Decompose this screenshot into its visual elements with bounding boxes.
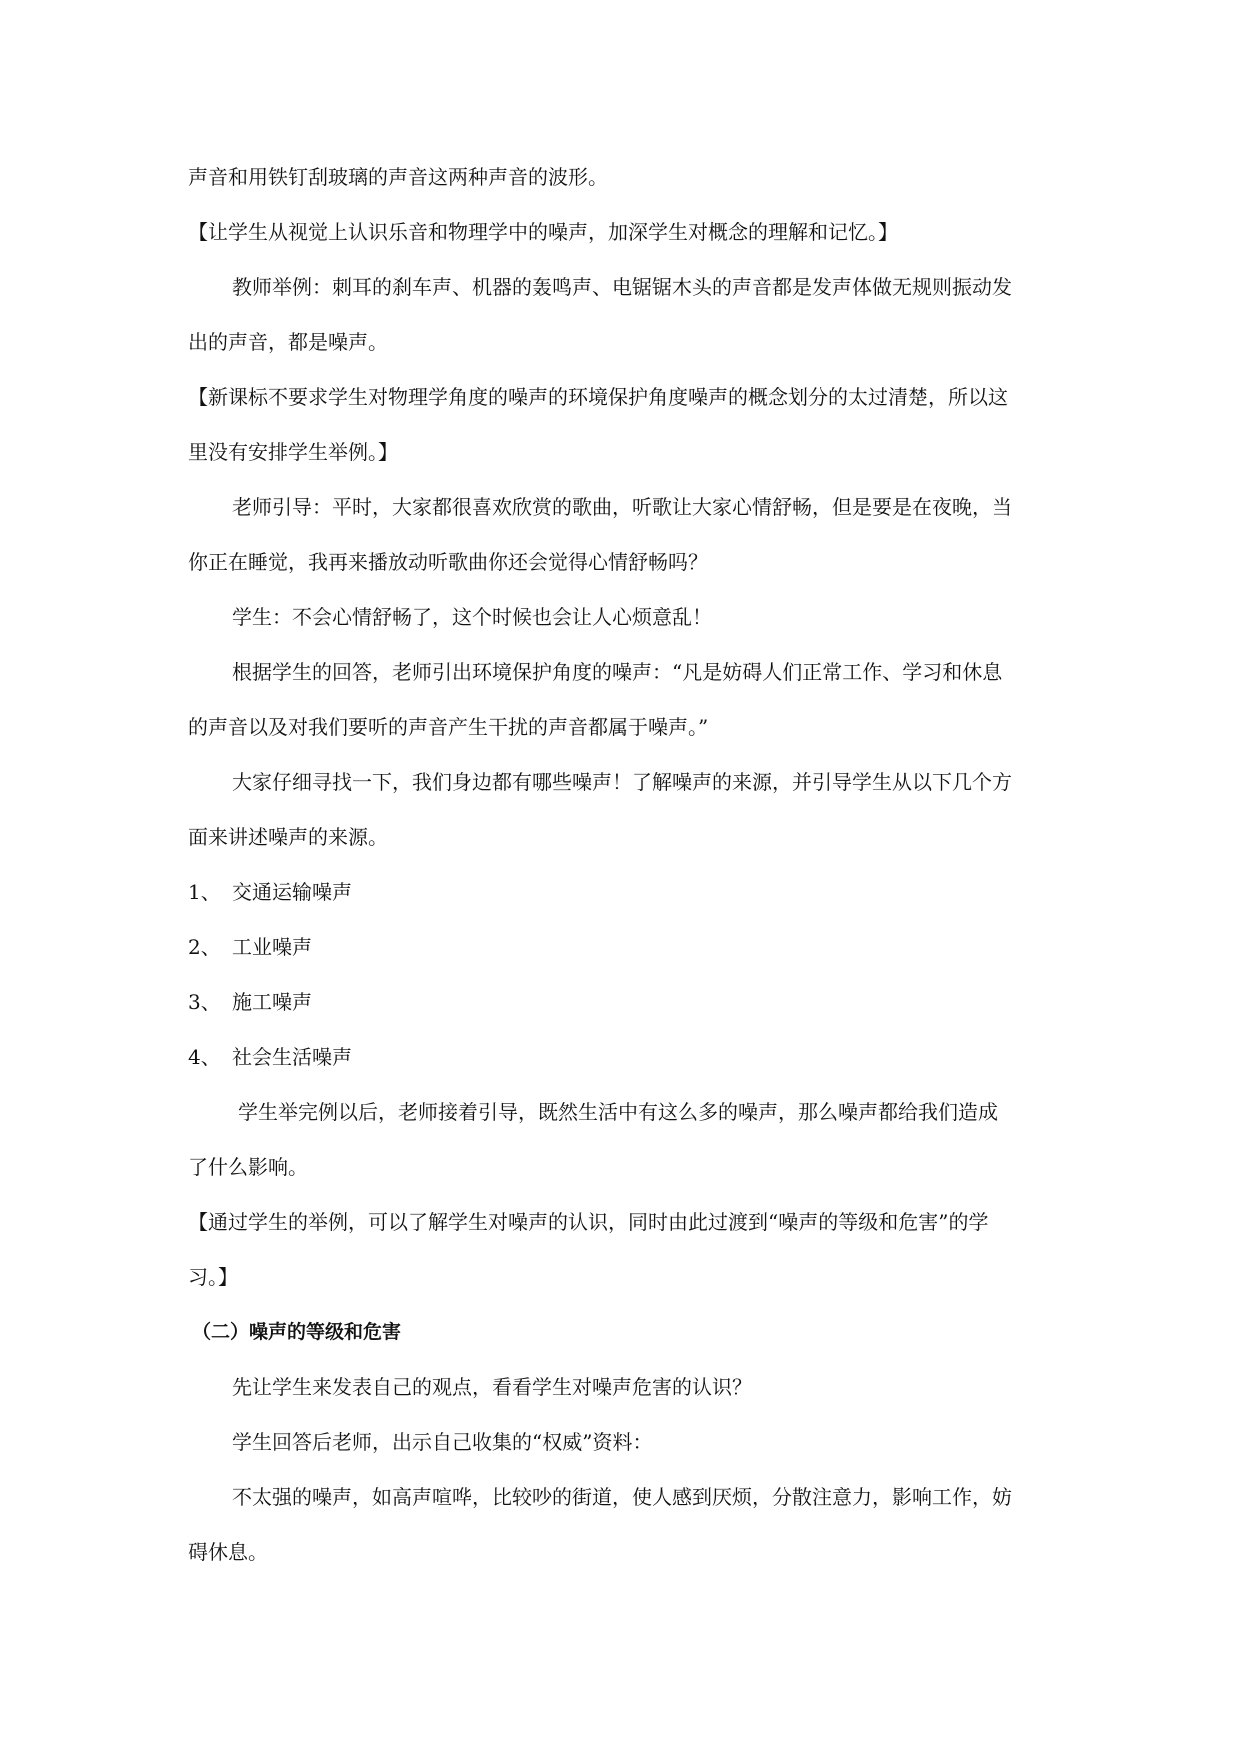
paragraph-line: 出的声音，都是噪声。 [188,330,388,354]
section-heading: （二）噪声的等级和危害 [192,1321,402,1343]
list-text: 社会生活噪声 [232,1045,352,1069]
paragraph-line: 碍休息。 [188,1540,268,1564]
list-number: 4、 [188,1045,221,1069]
paragraph-line: 了什么影响。 [188,1155,308,1179]
paragraph-line: 大家仔细寻找一下，我们身边都有哪些噪声！了解噪声的来源，并引导学生从以下几个方 [232,770,1012,794]
list-text: 施工噪声 [232,990,312,1014]
list-number: 1、 [188,880,221,904]
paragraph-line: 的声音以及对我们要听的声音产生干扰的声音都属于噪声。” [188,715,709,739]
list-item [188,920,1048,975]
list-text: 交通运输噪声 [232,880,352,904]
paragraph-line: 教师举例：刺耳的刹车声、机器的轰鸣声、电锯锯木头的声音都是发声体做无规则振动发 [232,275,1012,299]
list-text: 工业噪声 [232,935,312,959]
paragraph-line: 根据学生的回答，老师引出环境保护角度的噪声：“凡是妨碍人们正常工作、学习和休息 [232,660,1003,684]
paragraph-line: 学生回答后老师，出示自己收集的“权威”资料： [232,1430,653,1454]
list-item [188,865,1048,920]
document-body [188,150,1048,1580]
bracket-note-line: 【让学生从视觉上认识乐音和物理学中的噪声，加深学生对概念的理解和记忆。】 [188,220,898,244]
bracket-note-line: 【通过学生的举例，可以了解学生对噪声的认识，同时由此过渡到“噪声的等级和危害”的学 [188,1210,989,1234]
paragraph-line: 先让学生来发表自己的观点，看看学生对噪声危害的认识？ [232,1375,752,1399]
bracket-note-line: 习。】 [188,1265,238,1289]
list-number: 3、 [188,990,221,1014]
bracket-note-line: 里没有安排学生举例。】 [188,440,398,464]
paragraph-line: 不太强的噪声，如高声喧哗，比较吵的街道，使人感到厌烦，分散注意力，影响工作，妨 [232,1485,1012,1509]
paragraph-line: 学生举完例以后，老师接着引导，既然生活中有这么多的噪声，那么噪声都给我们造成 [238,1100,998,1124]
paragraph-line: 声音和用铁钉刮玻璃的声音这两种声音的波形。 [188,165,608,189]
paragraph-line: 学生：不会心情舒畅了，这个时候也会让人心烦意乱！ [232,605,712,629]
paragraph-line: 老师引导：平时，大家都很喜欢欣赏的歌曲，听歌让大家心情舒畅，但是要是在夜晚，当 [232,495,1012,519]
bracket-note-line: 【新课标不要求学生对物理学角度的噪声的环境保护角度噪声的概念划分的太过清楚，所以这 [188,385,1008,409]
paragraph-line: 你正在睡觉，我再来播放动听歌曲你还会觉得心情舒畅吗？ [188,550,708,574]
list-item [188,975,1048,1030]
paragraph-line: 面来讲述噪声的来源。 [188,825,388,849]
list-item [188,1030,1048,1085]
list-number: 2、 [188,935,221,959]
